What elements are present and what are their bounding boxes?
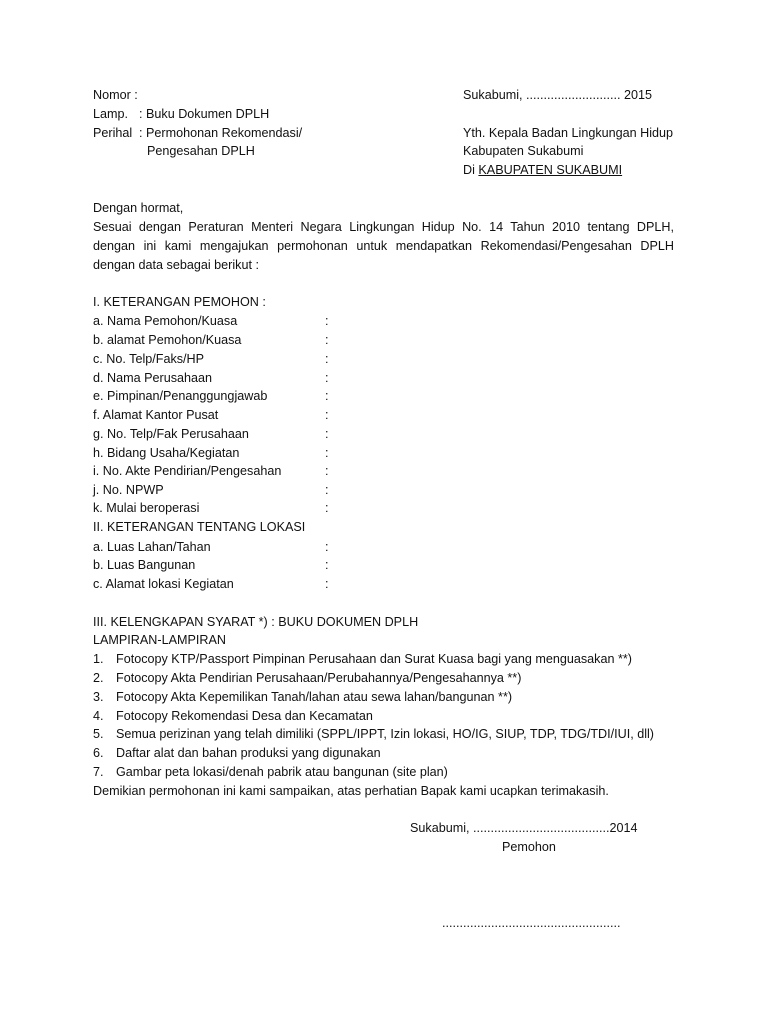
section2-title: II. KETERANGAN TENTANG LOKASI (93, 520, 306, 534)
recipient-line-3 (463, 162, 622, 178)
list-number: 1. (93, 652, 104, 666)
field-label: e. Pimpinan/Penanggungjawab (93, 389, 268, 403)
field-colon: : (325, 577, 329, 591)
field-label: b. alamat Pemohon/Kuasa (93, 333, 242, 347)
list-number: 3. (93, 690, 104, 704)
list-number: 4. (93, 709, 104, 723)
closing-date: Sukabumi, .......................................2014 (410, 821, 638, 835)
section3-title: III. KELENGKAPAN SYARAT *) : BUKU DOKUMEN DPLH (93, 615, 419, 629)
field-label: a. Nama Pemohon/Kuasa (93, 314, 238, 328)
signer-role: Pemohon (502, 840, 556, 854)
field-label: g. No. Telp/Fak Perusahaan (93, 427, 249, 441)
list-text: Fotocopy Rekomendasi Desa dan Kecamatan (116, 709, 373, 723)
field-colon: : (325, 446, 329, 460)
list-number: 7. (93, 765, 104, 779)
list-text: Semua perizinan yang telah dimiliki (SPPL/IPPT, Izin lokasi, HO/IG, SIUP, TDP, TDG/TDI/IUI, dll) (116, 727, 654, 741)
field-label: i. No. Akte Pendirian/Pengesahan (93, 464, 282, 478)
greeting: Dengan hormat, (93, 201, 184, 215)
signature-line: ................................................... (442, 916, 621, 930)
closing-text: Demikian permohonan ini kami sampaikan, atas perhatian Bapak kami ucapkan terimakasih. (93, 784, 609, 798)
header-date: Sukabumi, ........................... 2015 (463, 88, 652, 102)
field-colon: : (325, 464, 329, 478)
list-number: 5. (93, 727, 104, 741)
field-colon: : (325, 483, 329, 497)
field-label: d. Nama Perusahaan (93, 371, 213, 385)
field-label: j. No. NPWP (93, 483, 164, 497)
list-text: Fotocopy KTP/Passport Pimpinan Perusahaan dan Surat Kuasa bagi yang menguasakan **) (116, 652, 632, 666)
recipient-line-2: Kabupaten Sukabumi (463, 144, 584, 158)
field-label: c. No. Telp/Faks/HP (93, 352, 205, 366)
field-colon: : (325, 408, 329, 422)
section3-subtitle: LAMPIRAN-LAMPIRAN (93, 633, 226, 647)
opening-line-1: Sesuai dengan Peraturan Menteri Negara Lingkungan Hidup No. 14 Tahun 2010 tentang DPLH, (93, 220, 674, 234)
field-colon: : (325, 558, 329, 572)
field-label: f. Alamat Kantor Pusat (93, 408, 219, 422)
field-colon: : (325, 352, 329, 366)
field-colon: : (325, 371, 329, 385)
field-colon: : (325, 540, 329, 554)
perihal-label: Perihal (93, 126, 133, 140)
field-colon: : (325, 427, 329, 441)
recipient-place: KABUPATEN SUKABUMI (478, 163, 623, 177)
list-text: Fotocopy Akta Pendirian Perusahaan/Perubahannya/Pengesahannya **) (116, 671, 522, 685)
list-text: Gambar peta lokasi/denah pabrik atau bangunan (site plan) (116, 765, 448, 779)
recipient-line-1: Yth. Kepala Badan Lingkungan Hidup (463, 126, 674, 140)
opening-line-2: dengan ini kami mengajukan permohonan untuk mendapatkan Rekomendasi/Pengesahan DPLH (93, 239, 674, 253)
nomor-label: Nomor : (93, 88, 138, 102)
section1-title: I. KETERANGAN PEMOHON : (93, 295, 266, 309)
perihal-value-2: Pengesahan DPLH (147, 144, 255, 158)
list-number: 2. (93, 671, 104, 685)
field-label: k. Mulai beroperasi (93, 501, 200, 515)
field-label: b. Luas Bangunan (93, 558, 196, 572)
list-text: Daftar alat dan bahan produksi yang digunakan (116, 746, 381, 760)
list-text: Fotocopy Akta Kepemilikan Tanah/lahan atau sewa lahan/bangunan **) (116, 690, 513, 704)
field-colon: : (325, 501, 329, 515)
field-label: c. Alamat lokasi Kegiatan (93, 577, 234, 591)
lamp-label: Lamp. (93, 107, 129, 121)
field-colon: : (325, 333, 329, 347)
field-label: a. Luas Lahan/Tahan (93, 540, 211, 554)
opening-line-3: dengan data sebagai berikut : (93, 258, 259, 272)
lamp-value: : Buku Dokumen DPLH (139, 107, 270, 121)
recipient-prefix: Di (463, 163, 479, 177)
perihal-value-1: : Permohonan Rekomendasi/ (139, 126, 303, 140)
field-label: h. Bidang Usaha/Kegiatan (93, 446, 240, 460)
field-colon: : (325, 389, 329, 403)
field-colon: : (325, 314, 329, 328)
list-number: 6. (93, 746, 104, 760)
